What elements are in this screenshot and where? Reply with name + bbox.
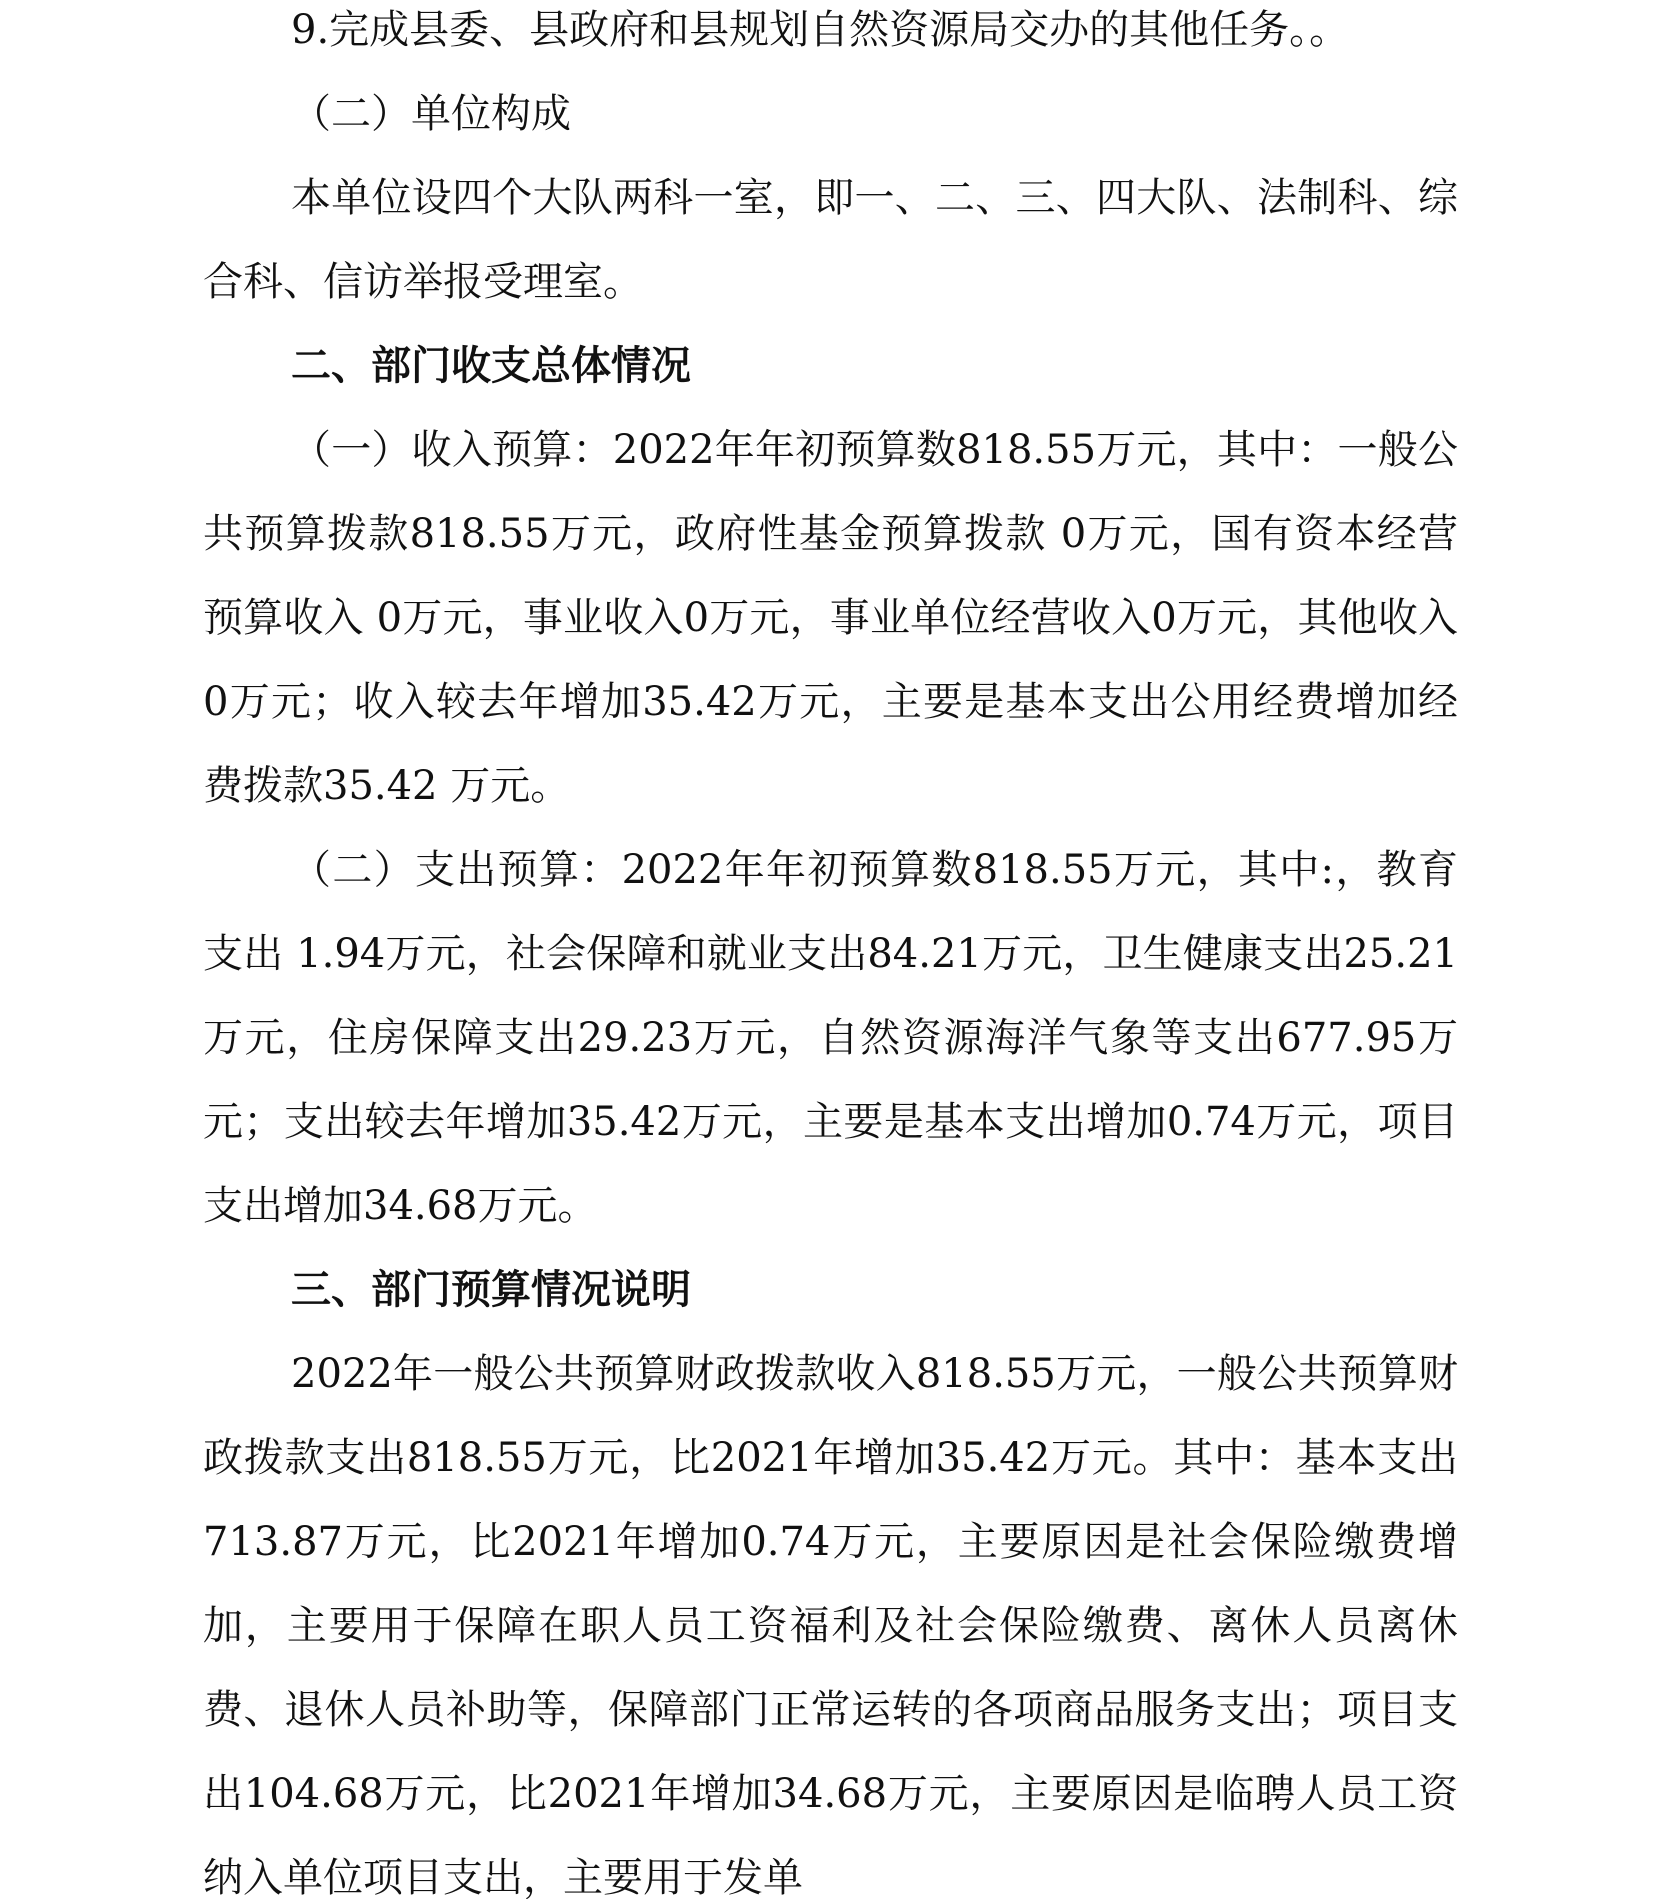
subheading-unit-composition: （二）单位构成 [291,91,571,137]
paragraph-income-budget: （一）收入预算：2022年年初预算数818.55万元，其中：一般公共预算拨款818.55万元，政府性基金预算拨款 0万元，国有资本经营预算收入 0万元，事业收入0万元，事业单位经营收入0万元，其他收入0万元；收入较去年增加35.42万元，主要是基本支出公用经费增加经费拨款35.42 万元。 [203,427,1458,809]
section-heading-income-expenditure: 二、部门收支总体情况 [291,343,691,389]
paragraph-task-item-9: 9.完成县委、县政府和县规划自然资源局交办的其他任务。。 [291,7,1350,53]
section-heading-budget-explanation: 三、部门预算情况说明 [291,1267,691,1313]
paragraph-budget-explanation: 2022年一般公共预算财政拨款收入818.55万元，一般公共预算财政拨款支出818.55万元，比2021年增加35.42万元。其中：基本支出713.87万元，比2021年增加0.74万元，主要原因是社会保险缴费增加，主要用于保障在职人员工资福利及社会保险缴费、离休人员离休费、退休人员补助等，保障部门正常运转的各项商品服务支出；项目支出104.68万元，比2021年增加34.68万元，主要原因是临聘人员工资纳入单位项目支出，主要用于发单 [203,1351,1458,1899]
paragraph-unit-composition: 本单位设四个大队两科一室，即一、二、三、四大队、法制科、综合科、信访举报受理室。 [203,175,1458,305]
paragraph-expenditure-budget: （二）支出预算：2022年年初预算数818.55万元，其中:，教育支出 1.94万元，社会保障和就业支出84.21万元，卫生健康支出25.21万元，住房保障支出29.23万元，自然资源海洋气象等支出677.95万元；支出较去年增加35.42万元，主要是基本支出增加0.74万元，项目支出增加34.68万元。 [203,847,1458,1229]
document-body [203,0,1458,1899]
